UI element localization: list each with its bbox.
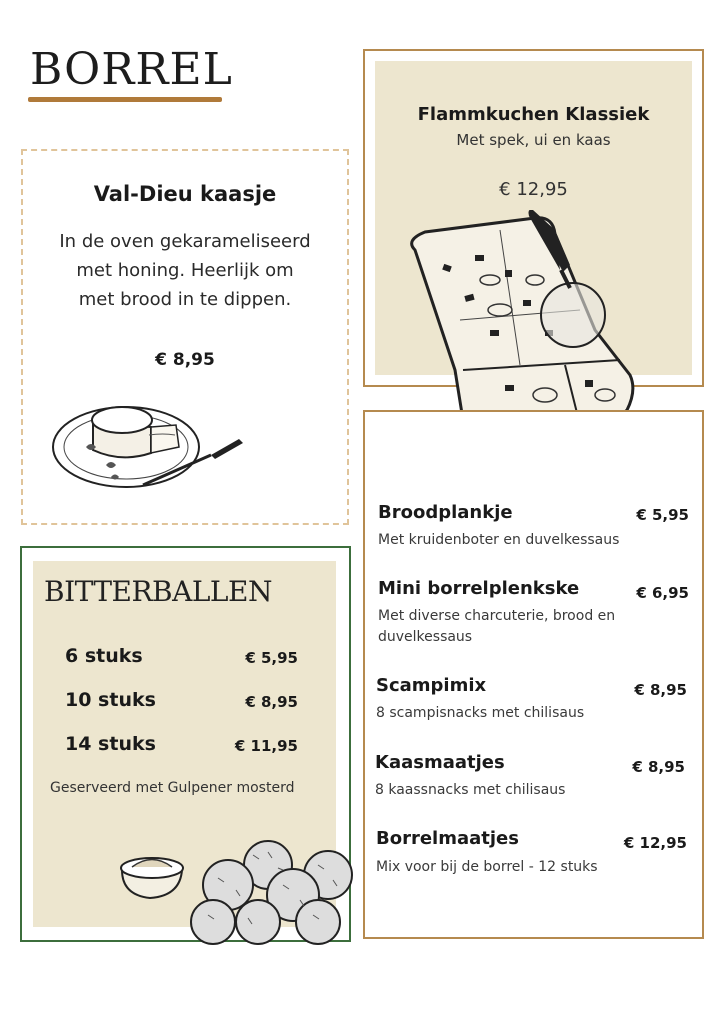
menu-item-price: € 6,95 xyxy=(636,584,689,602)
bitterballen-option-label: 10 stuks xyxy=(65,689,156,711)
title-underline xyxy=(28,97,222,102)
valdieu-description xyxy=(23,227,347,314)
menu-item-name: Mini borrelplenkske xyxy=(378,578,580,599)
valdieu-price: € 8,95 xyxy=(155,350,215,370)
bitterballen-option-price: € 8,95 xyxy=(245,693,298,711)
valdieu-description-line: met honing. Heerlijk om xyxy=(76,260,294,281)
menu-item-price: € 8,95 xyxy=(632,758,685,776)
menu-item-description: 8 scampisnacks met chilisaus xyxy=(376,705,585,721)
menu-item-name: Scampimix xyxy=(376,675,487,696)
valdieu-title: Val-Dieu kaasje xyxy=(93,182,277,206)
bitterballen-title: BITTERBALLEN xyxy=(44,575,272,608)
bitterballen-option-label: 6 stuks xyxy=(65,645,143,667)
bitterballen-option-price: € 11,95 xyxy=(234,737,298,755)
flammkuchen-subtitle: Met spek, ui en kaas xyxy=(456,131,611,149)
menu-item-name: Kaasmaatjes xyxy=(375,752,505,773)
menu-item-description: Met diverse charcuterie, brood en duvelkessaus xyxy=(378,608,616,645)
menu-item-description: Met kruidenboter en duvelkessaus xyxy=(378,532,620,548)
cheese-plate-icon xyxy=(51,395,251,495)
bitterballen-note: Geserveerd met Gulpener mosterd xyxy=(50,780,295,796)
bitterballen-icon xyxy=(118,840,358,945)
menu-item-price: € 8,95 xyxy=(634,681,687,699)
menu-item-name: Borrelmaatjes xyxy=(376,828,519,849)
valdieu-description-line: In de oven gekarameliseerd xyxy=(59,231,311,252)
flammkuchen-title: Flammkuchen Klassiek xyxy=(417,104,650,125)
menu-item-description: Mix voor bij de borrel - 12 stuks xyxy=(376,859,598,875)
menu-item-name: Broodplankje xyxy=(378,502,513,523)
bitterballen-option-label: 14 stuks xyxy=(65,733,156,755)
flammkuchen-price: € 12,95 xyxy=(499,179,568,200)
page-title: BORREL xyxy=(30,44,233,95)
menu-item-price: € 5,95 xyxy=(636,506,689,524)
valdieu-card xyxy=(21,149,349,525)
bitterballen-option-price: € 5,95 xyxy=(245,649,298,667)
valdieu-description-line: met brood in te dippen. xyxy=(78,289,292,310)
menu-item-description: 8 kaassnacks met chilisaus xyxy=(375,782,566,798)
menu-item-price: € 12,95 xyxy=(623,834,687,852)
